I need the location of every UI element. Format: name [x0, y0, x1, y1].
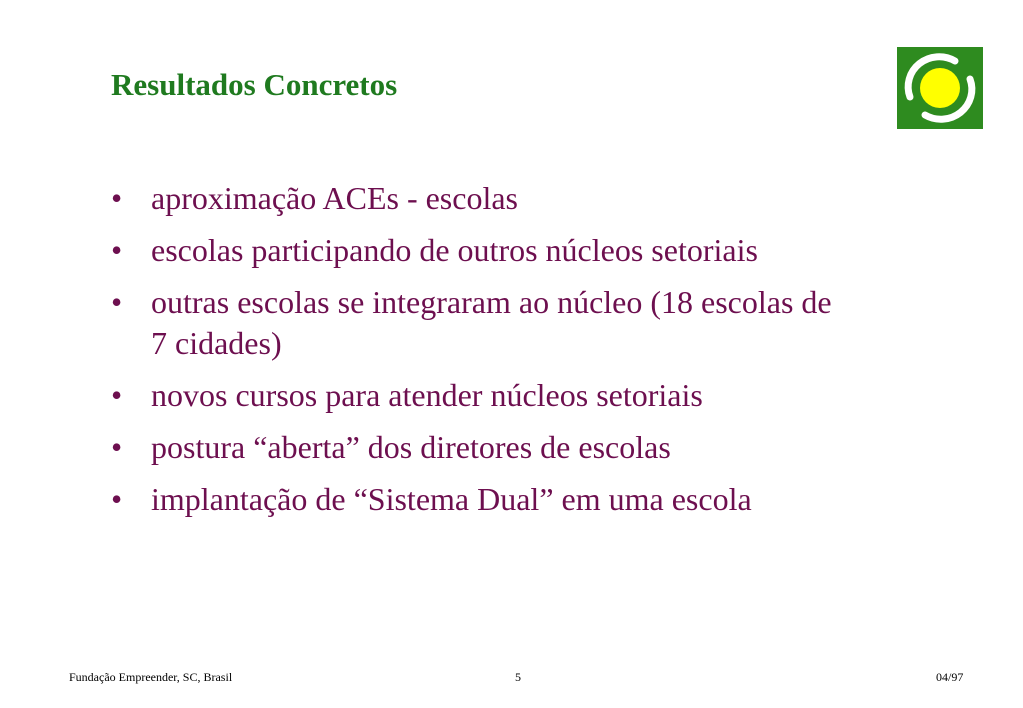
bullet-marker: •: [111, 429, 123, 465]
list-item: [111, 230, 971, 271]
list-item: [111, 178, 971, 219]
footer-organization: Fundação Empreender, SC, Brasil: [69, 670, 233, 684]
bullet-marker: •: [111, 377, 123, 413]
bullet-text: aproximação ACEs - escolas: [151, 180, 518, 216]
slide-title: Resultados Concretos: [111, 67, 398, 102]
list-item: [111, 479, 971, 520]
bullet-marker: •: [111, 284, 123, 320]
bullet-list: [111, 178, 971, 531]
bullet-text: escolas participando de outros núcleos setoriais: [151, 232, 758, 268]
bullet-marker: •: [111, 232, 123, 268]
bullet-text: postura “aberta” dos diretores de escolas: [151, 429, 671, 465]
organization-logo-icon: [897, 47, 983, 129]
bullet-marker: •: [111, 180, 123, 216]
bullet-text: implantação de “Sistema Dual” em uma escola: [151, 481, 752, 517]
bullet-marker: •: [111, 481, 123, 517]
list-item: [111, 282, 971, 364]
bullet-text: novos cursos para atender núcleos setoriais: [151, 377, 703, 413]
list-item: [111, 427, 971, 468]
footer-page-number: 5: [515, 670, 521, 684]
list-item: [111, 375, 971, 416]
footer-date: 04/97: [936, 670, 964, 684]
bullet-text: outras escolas se integraram ao núcleo (18 escolas de 7 cidades): [151, 284, 832, 361]
